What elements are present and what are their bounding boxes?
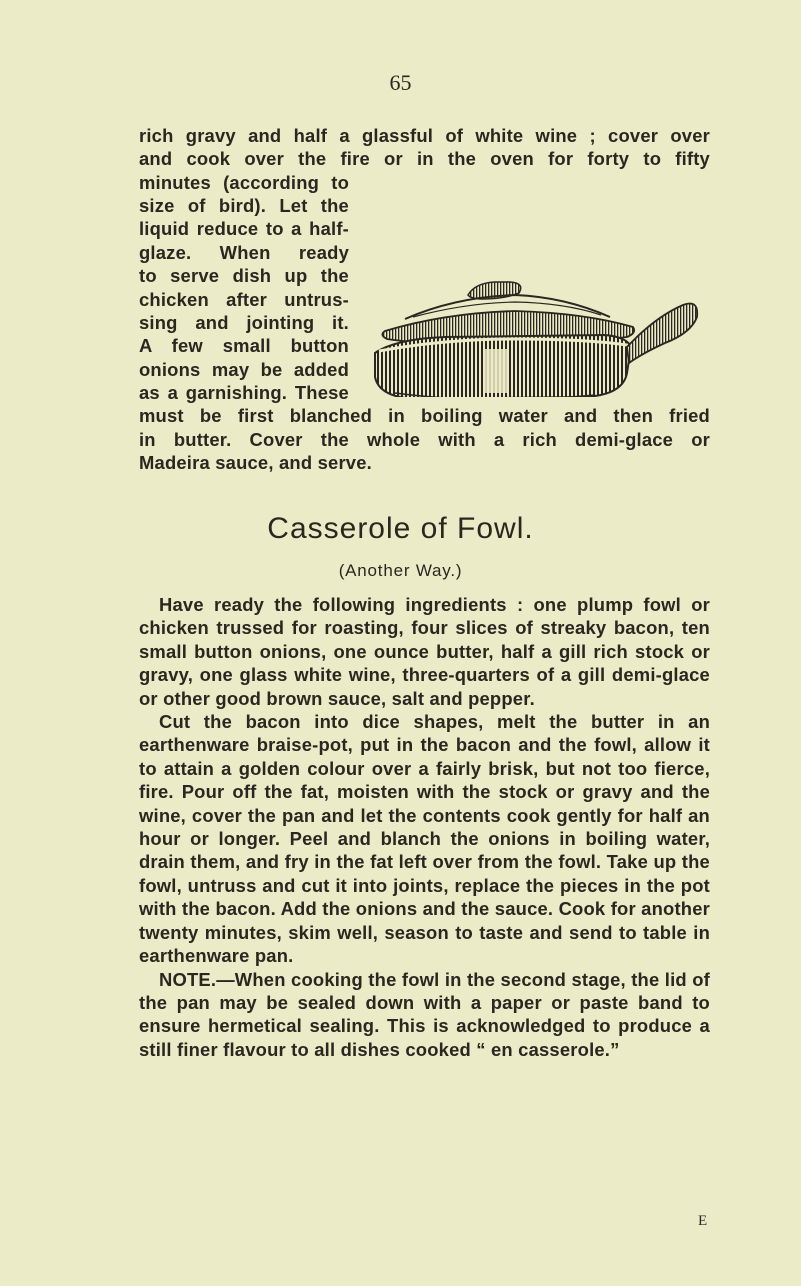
recipe-title: Casserole of Fowl. (267, 512, 534, 545)
intro-line-narrow: to serve dish up the (139, 265, 349, 286)
intro-line: must be first blanched in boiling water and then fried (139, 405, 710, 426)
intro-line-narrow: minutes (according to (139, 172, 349, 193)
intro-line-narrow: liquid reduce to a half- (139, 218, 349, 239)
page-number: 65 (389, 70, 412, 95)
intro-line-narrow: chicken after untrus- (139, 289, 349, 310)
intro-line-narrow: size of bird). Let the (139, 195, 349, 216)
intro-line: rich gravy and half a glassful of white wine ; cover over (139, 125, 710, 146)
ingredients-paragraph: Have ready the following ingredients : one plump fowl or chicken trussed for roasting, four slices of streaky bacon, ten small button onions, one ounce butter, half a gill rich stock or gravy, one glass white wine, three-quarters of a gill demi-glace or other good brown sauce, salt and pepper. (139, 594, 710, 709)
recipe-body (139, 593, 710, 1061)
intro-line-narrow: A few small button (139, 335, 349, 356)
intro-line-narrow: as a garnishing. These (139, 382, 349, 403)
intro-line: Madeira sauce, and serve. (139, 452, 372, 473)
note-paragraph: NOTE.—When cooking the fowl in the second stage, the lid of the pan may be sealed down with a paper or paste band to ensure hermetical sealing. This is acknowledged to produce a still finer flavour to all dishes cooked “ en casserole.” (139, 968, 710, 1060)
recipe-subtitle: (Another Way.) (338, 561, 463, 580)
intro-line-narrow: glaze. When ready (139, 242, 349, 263)
signature-mark: E (698, 1213, 708, 1229)
intro-line-narrow: onions may be added (139, 359, 349, 380)
method-paragraph: Cut the bacon into dice shapes, melt the butter in an earthenware braise-pot, put in the bacon and the fowl, allow it to attain a golden colour over a fairly brisk, but not too fierce, fire. Pour off the fat, moisten with the stock or gravy and the wine, cover the pan and let the contents cook gently for half an hour or longer. Peel and blanch the onions in boiling water, drain them, and fry in the fat left over from the fowl. Take up the fowl, untruss and cut it into joints, replace the pieces in the pot with the bacon. Add the onions and the sauce. Cook for another twenty minutes, skim well, season to taste and send to table in earthenware pan. (139, 711, 710, 967)
intro-line-narrow: sing and jointing it. (139, 312, 349, 333)
casserole-dish-icon (365, 277, 700, 397)
intro-line: and cook over the fire or in the oven for forty to fifty (139, 148, 710, 169)
intro-line: in butter. Cover the whole with a rich demi-glace or (139, 429, 710, 450)
